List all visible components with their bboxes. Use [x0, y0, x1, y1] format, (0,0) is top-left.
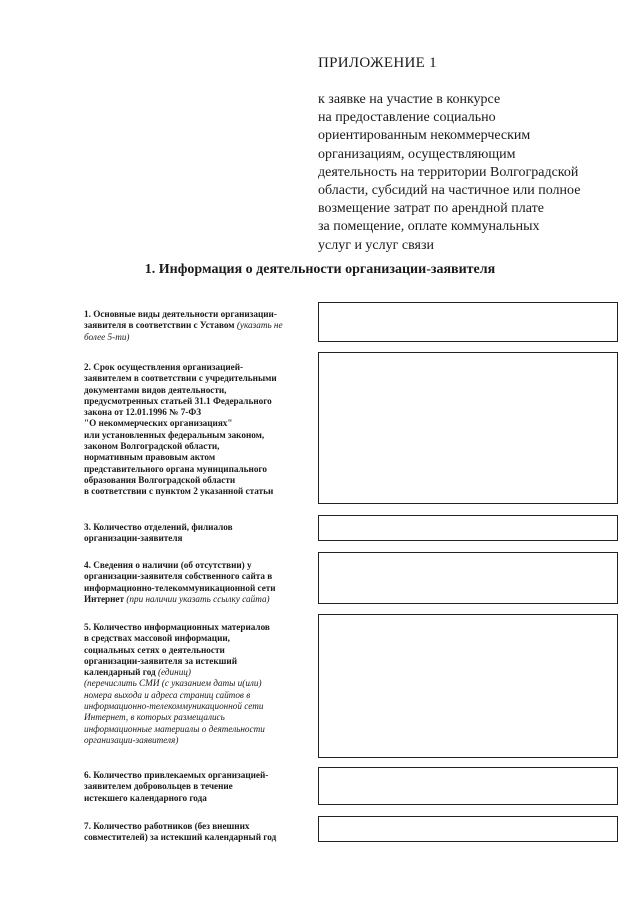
question-note-line: более 5-ти) [84, 331, 130, 342]
question-line: социальных сетях о деятельности [84, 644, 225, 655]
question-line: закона от 12.01.1996 № 7-ФЗ [84, 407, 202, 418]
appendix-subtitle-line: на предоставление социально [318, 110, 496, 126]
question-line: Интернет [84, 593, 125, 604]
question-1-label [84, 309, 316, 343]
question-note: (единиц) [157, 667, 191, 678]
question-2-label [84, 362, 316, 498]
question-line: законом Волгоградской области, [84, 441, 220, 452]
question-line: в соответствии с пунктом 2 указанной статьи [84, 486, 274, 497]
question-4-label [84, 560, 316, 605]
question-line: заявителя в соответствии с Уставом [84, 320, 235, 331]
appendix-subtitle-line: за помещение, оплате коммунальных [318, 219, 540, 235]
question-line: заявителем в соответствии с учредительными [84, 373, 277, 384]
question-5-answer-field[interactable] [318, 614, 618, 758]
appendix-subtitle-line: области, субсидий на частичное или полное [318, 183, 581, 199]
question-line: заявителем добровольцев в течение [84, 781, 233, 792]
question-note-line: организации-заявителя) [84, 734, 179, 745]
question-line: или установленных федеральным законом, [84, 429, 265, 440]
question-line: образования Волгоградской области [84, 474, 236, 485]
question-line: документами видов деятельности, [84, 384, 227, 395]
question-line: организации-заявителя за истекший [84, 655, 237, 666]
question-line: 1. Основные виды деятельности организации- [84, 309, 277, 319]
appendix-subtitle-line: услуг и услуг связи [318, 237, 434, 253]
appendix-subtitle-line: ориентированным некоммерческим [318, 128, 531, 144]
question-6-label [84, 770, 316, 804]
appendix-subtitle-line: деятельность на территории Волгоградской [318, 164, 579, 180]
question-line: 2. Срок осуществления организацией- [84, 362, 244, 372]
question-line: представительного органа муниципального [84, 463, 267, 474]
question-note: (указать не [236, 320, 283, 331]
question-note-line: информационно-телекоммуникационной сети [84, 701, 264, 712]
question-line: информационно-телекоммуникационной сети [84, 582, 276, 593]
question-note-line: номера выхода и адреса страниц сайтов в [84, 689, 251, 700]
question-line: истекшего календарного года [84, 792, 207, 803]
question-3-answer-field[interactable] [318, 515, 618, 541]
question-note-line: (перечислить СМИ (с указанием даты и(или) [84, 678, 262, 689]
question-note-line: информационные материалы о деятельности [84, 723, 265, 734]
question-line: совместителей) за истекший календарный год [84, 832, 277, 843]
question-2-answer-field[interactable] [318, 352, 618, 504]
appendix-subtitle [318, 91, 618, 255]
question-line: 4. Сведения о наличии (об отсутствии) у [84, 560, 252, 570]
question-1-answer-field[interactable] [318, 302, 618, 342]
question-line: организации-заявителя [84, 533, 183, 544]
question-line: 5. Количество информационных материалов [84, 622, 270, 632]
question-line: 7. Количество работников (без внешних [84, 821, 250, 831]
appendix-subtitle-line: возмещение затрат по арендной плате [318, 201, 544, 217]
question-7-answer-field[interactable] [318, 816, 618, 842]
section-heading: 1. Информация о деятельности организации-заявителя [144, 262, 496, 277]
appendix-title: ПРИЛОЖЕНИЕ 1 [318, 55, 437, 71]
question-note-line: Интернет, в которых размещались [84, 712, 225, 723]
question-5-label [84, 622, 316, 746]
question-line: нормативным правовым актом [84, 452, 216, 463]
question-line: "О некоммерческих организациях" [84, 418, 233, 429]
question-line: 6. Количество привлекаемых организацией- [84, 770, 269, 780]
question-7-label [84, 821, 316, 844]
appendix-subtitle-line: организациям, осуществляющим [318, 146, 516, 162]
question-6-answer-field[interactable] [318, 767, 618, 805]
question-line: календарный год [84, 667, 156, 678]
question-line: организации-заявителя собственного сайта в [84, 571, 273, 582]
question-line: предусмотренных статьей 31.1 Федерального [84, 395, 272, 406]
appendix-subtitle-line: к заявке на участие в конкурсе [318, 92, 501, 107]
question-line: 3. Количество отделений, филиалов [84, 522, 233, 532]
question-note: (при наличии указать ссылку сайта) [126, 593, 270, 604]
question-3-label [84, 522, 316, 545]
question-4-answer-field[interactable] [318, 552, 618, 604]
question-line: в средствах массовой информации, [84, 633, 230, 644]
